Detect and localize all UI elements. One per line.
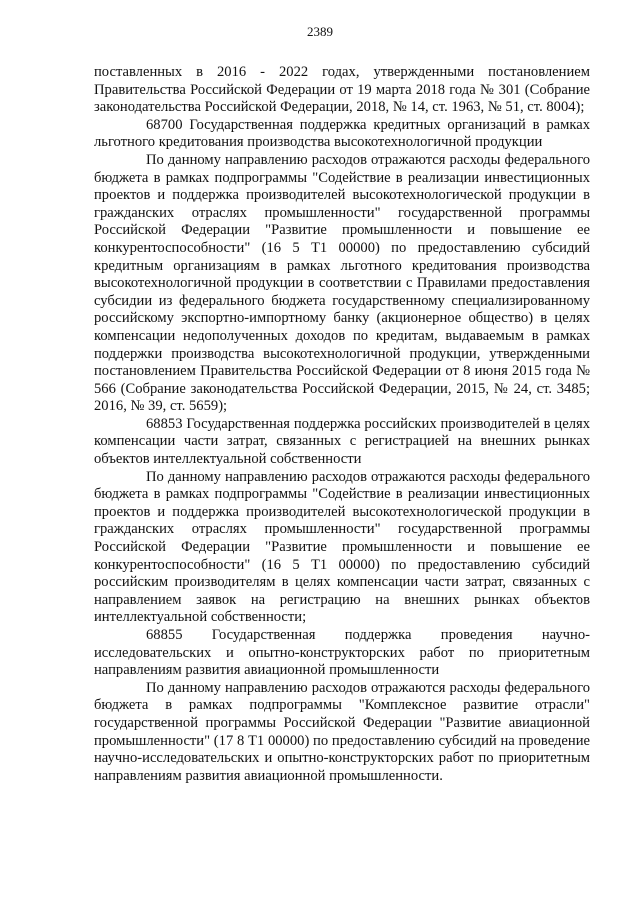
- document-body: [94, 64, 590, 785]
- section-body-68853: По данному направлению расходов отражаются расходы федерального бюджета в рамках подпрограммы "Содействие в реализации инвестиционных проектов и поддержка производителей высокотехнологической продукции в гражданских отраслях промышленности" государственной программы Российской Федерации "Развитие промышленности и повышение ее конкурентоспособности" (16 5 Т1 00000) по предоставлению субсидий российским производителям в целях компенсации части затрат, связанных с направлением заявок на регистрацию на внешних рынках объектов интеллектуальной собственности;: [94, 468, 590, 626]
- section-heading-68700: 68700 Государственная поддержка кредитных организаций в рамках льготного кредитования производства высокотехнологичной продукции: [94, 116, 590, 151]
- section-heading-68855: 68855 Государственная поддержка проведения научно-исследовательских и опытно-конструкторских работ по приоритетным направлениям развития авиационной промышленности: [94, 627, 590, 679]
- paragraph-continuation: поставленных в 2016 - 2022 годах, утвержденными постановлением Правительства Российской Федерации от 19 марта 2018 года № 301 (Собрание законодательства Российской Федерации, 2018, № 14, ст. 1963, № 51, ст. 8004);: [94, 64, 590, 116]
- section-heading-68853: 68853 Государственная поддержка российских производителей в целях компенсации части затрат, связанных с регистрацией на внешних рынках объектов интеллектуальной собственности: [94, 415, 590, 468]
- page-number: 2389: [307, 24, 333, 39]
- section-body-68855: По данному направлению расходов отражаются расходы федерального бюджета в рамках подпрограммы "Комплексное развитие отрасли" государственной программы Российской Федерации "Развитие авиационной промышленности" (17 8 Т1 00000) по предоставлению субсидий на проведение научно-исследовательских и опытно-конструкторских работ по приоритетным направлениям развития авиационной промышленности.: [94, 679, 590, 784]
- section-body-68700: По данному направлению расходов отражаются расходы федерального бюджета в рамках подпрограммы "Содействие в реализации инвестиционных проектов и поддержка производителей высокотехнологической продукции в гражданских отраслях промышленности" государственной программы Российской Федерации "Развитие промышленности и повышение ее конкурентоспособности" (16 5 Т1 00000) по предоставлению субсидий кредитным организациям в рамках льготного кредитования производства высокотехнологичной продукции в соответствии с Правилами предоставления субсидии из федерального бюджета государственному специализированному российскому экспортно-импортному банку (акционерное общество) в целях компенсации недополученных доходов по кредитам, выдаваемым в рамках поддержки производства высокотехнологичной продукции, утвержденными постановлением Правительства Российской Федерации от 8 июня 2015 года № 566 (Собрание законодательства Российской Федерации, 2015, № 24, ст. 3485; 2016, № 39, ст. 5659);: [94, 151, 590, 415]
